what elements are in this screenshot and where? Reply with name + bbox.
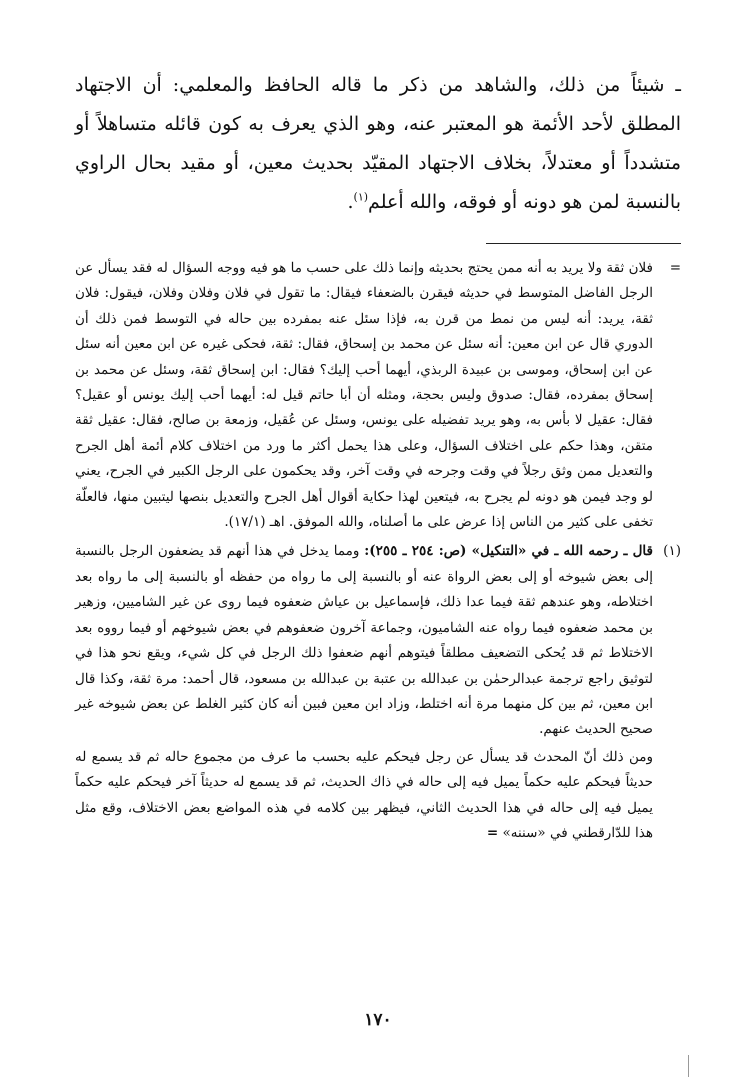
footnote-continuation <box>75 256 681 535</box>
main-text <box>75 66 681 222</box>
footnote-1-lead: قال ـ رحمه الله ـ في «التنكيل» (ص: ٢٥٤ ـ ٢٥٥): <box>364 543 654 560</box>
footnotes-section <box>75 256 681 846</box>
continues-marker: = <box>486 824 499 841</box>
footnote-reference[interactable]: (١) <box>353 190 369 204</box>
main-text-body: ـ شيئاً من ذلك، والشاهد من ذكر ما قاله الحافظ والمعلمي: أن الاجتهاد المطلق لأحد الأئمة هو المعتبر عنه، وهو الذي يعرف به كون قائله متساهلاً أو متشدداً أو معتدلاً، بخلاف الاجتهاد المقيّد بحديث معين، أو مقيد بحال الراوي بالنسبة لمن هو دونه أو فوقه، والله أعلم <box>75 74 681 213</box>
footnote-1-text: ومما يدخل في هذا أنهم قد يضعفون الرجل بالنسبة إلى بعض شيوخه أو إلى بعض الرواة عنه أو بالنسبة إلى ما رواه من حفظه أو بالنسبة إلى ما رواه بعد اختلاطه، وهو عندهم ثقة فيما عدا ذلك، فإسماعيل بن عياش ضعفوه فيما روى عن غير الشاميين، وزهير بن محمد ضعفوه فيما رواه عنه الشاميون، وجماعة آخرون ضعفوهم في بعض شيوخهم أو فيما رووه بعد الاختلاط ثم قد يُحكى التضعيف مطلقاً فيتوهم أنهم ضعفوا ذلك الرجل في كل شيء، ويقع نحو هذا في لتوثيق راجع ترجمة عبدالرحمٰن بن عبدالله بن عتبة بن عبدالله بن مسعود، قال أحمد: مرة ثقة، وكذا قال ابن معين، ثم بين كل منهما مرة أنه اختلط، وزاد ابن معين فبين أنه كان كثير الغلط عن بعض شيوخه غير صحيح الحديث عنهم. <box>75 543 653 738</box>
continuation-marker: = <box>669 260 681 276</box>
main-text-end: . <box>347 191 354 213</box>
page-number: ١٧٠ <box>364 1010 392 1030</box>
footnote-continuation-text: فلان ثقة ولا يريد به أنه ممن يحتج بحديثه وإنما ذلك على حسب ما هو فيه ووجه السؤال له فقد يسأل عن الرجل الفاضل المتوسط في حديثه فيقرن بالضعفاء فيقال: ما تقول في فلان وفلان وفلان، فيقول: فلان ثقة، يريد: أنه ليس من نمط من قرن به، فإذا سئل عنه بمفرده بين حاله في التوسط فمن ذلك أن الدوري قال عن ابن معين: أنه سئل عن محمد بن إسحاق، فقال: ثقة، فحكى غيره عن ابن معين أنه سئل عن ابن إسحاق، وموسى بن عبيدة الربذي، أيهما أحب إليك؟ فقال: ابن إسحاق ثقة، وسئل عن محمد بن إسحاق بمفرده، فقال: صدوق وليس بحجة، ومثله أن أبا حاتم قيل له: أيهما أحب إليك يونس أو عقيل؟ فقال: عقيل لا بأس به، وهو يريد تفضيله على يونس، وسئل عن عُقيل، وزمعة بن صالح، فقال: عقيل ثقة متقن، وهذا حكم على اختلاف السؤال، وعلى هذا يحمل أكثر ما ورد من اختلاف كلام أئمة أهل الجرح والتعديل ممن وثق رجلاً في وقت وجرحه في وقت آخر، وقد يحكمون على الرجل الكبير في الجرح، يعني لو وجد فيمن هو دونه لم يجرح به، فيتعين لهذا حكاية أقوال أهل الجرح والتعديل بنصها ليتبين منها، فالعلّة تخفى على كثير من الناس إذا عرض على ما أصلناه، والله الموفق. اهـ (١٧/١). <box>75 260 653 531</box>
margin-rule <box>688 1055 689 1077</box>
footnote-1-marker: (١) <box>663 543 681 560</box>
footnote-1-paragraph-2-text: ومن ذلك أنّ المحدث قد يسأل عن رجل فيحكم عليه بحسب ما عرف من مجموع حاله ثم قد يسمع له حديثاً فيحكم عليه حكماً يميل فيه إلى حاله في ذاك الحديث، ثم قد يسمع له حديثاً آخر فيحكم عليه حكماً يميل فيه إلى حاله في هذا الحديث الثاني، فيظهر بين كلامه في هذه المواضع بعض الاختلاف، وقع مثل هذا للدّارقطني في «سننه» <box>75 748 653 841</box>
footnote-1-paragraph-2 <box>75 745 681 847</box>
footnote-1 <box>75 539 681 742</box>
footnote-separator <box>486 243 681 244</box>
